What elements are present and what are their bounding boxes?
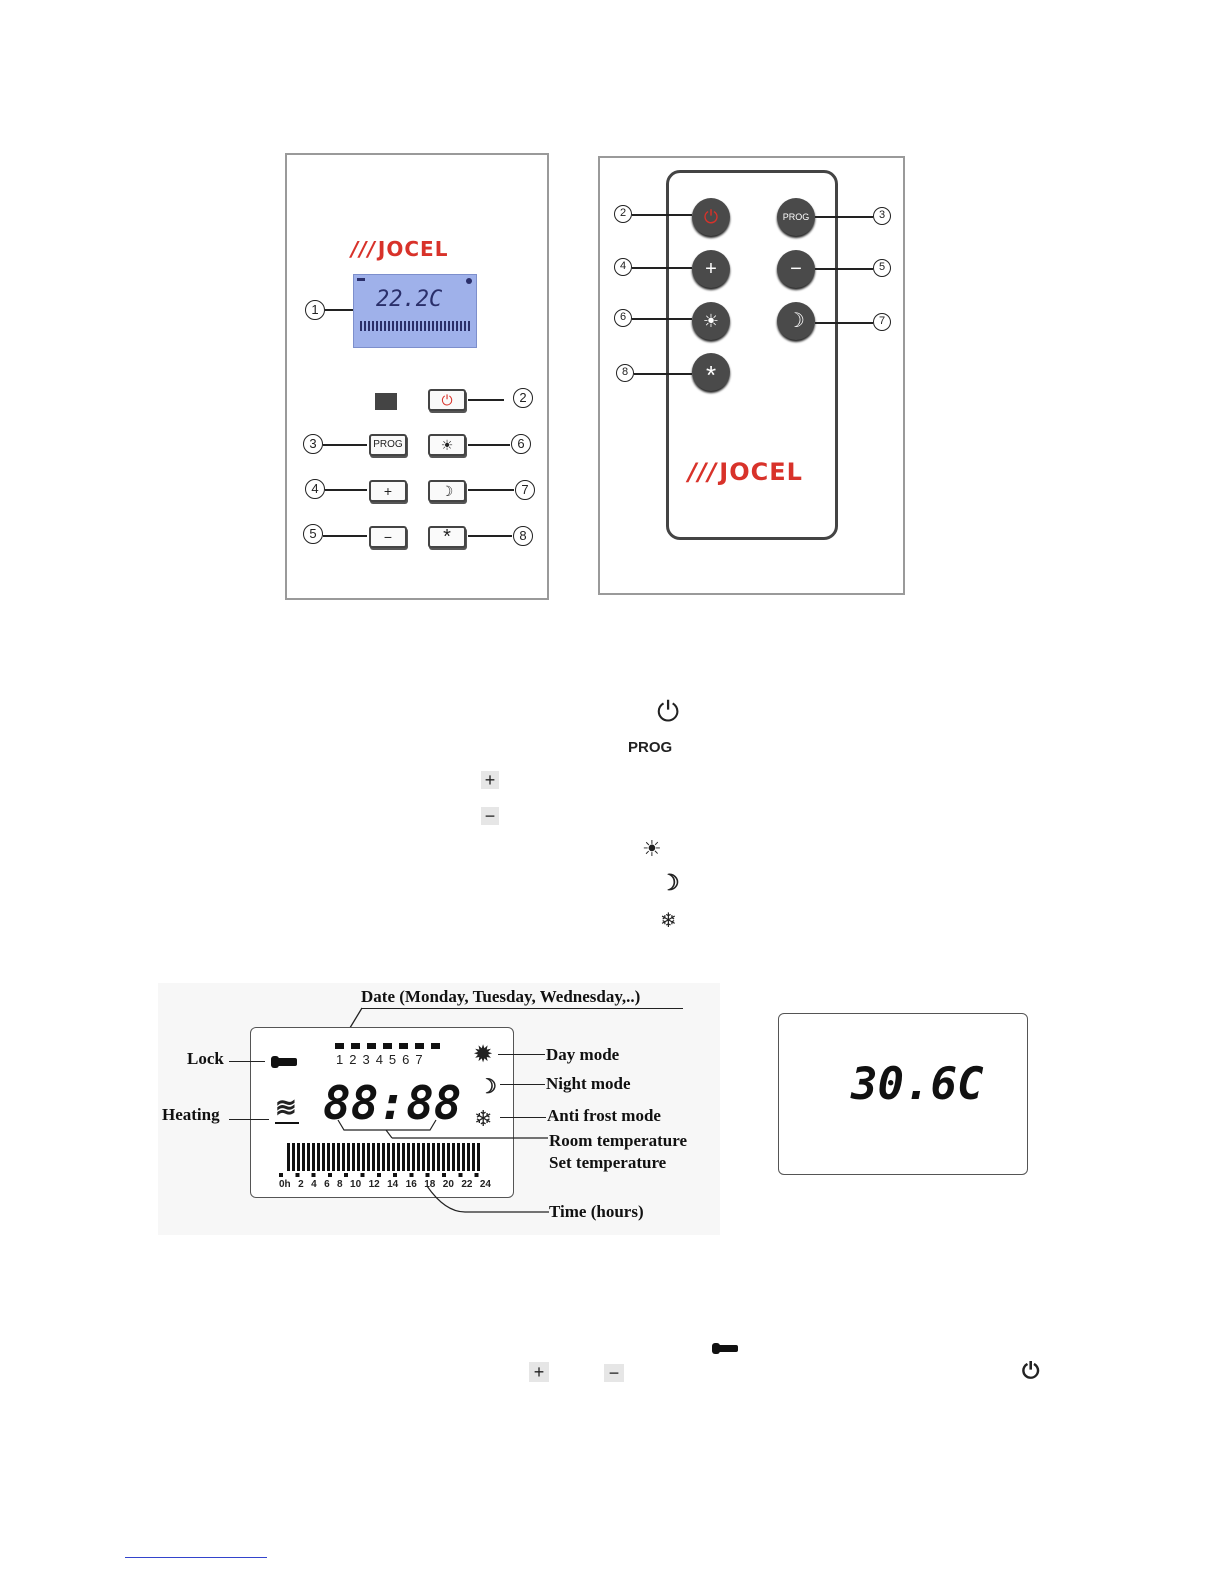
control-panel-figure bbox=[285, 153, 549, 600]
hour-label: 22 bbox=[461, 1179, 473, 1190]
power-icon: ⏻ bbox=[703, 207, 719, 227]
day-leader bbox=[498, 1054, 545, 1055]
remote-minus-button[interactable]: − bbox=[777, 250, 815, 288]
panel-brand-logo: /// JOCEL bbox=[351, 237, 449, 261]
remote-callout-2: 2 bbox=[614, 205, 632, 223]
panel-night-button[interactable] bbox=[428, 480, 466, 502]
bottom-power-icon: ⏻ bbox=[1022, 1358, 1040, 1383]
legend-moon-icon: ☽ bbox=[660, 870, 680, 895]
panel-prog-button[interactable]: PROG bbox=[369, 434, 407, 456]
remote-leader-5 bbox=[815, 268, 873, 270]
footer-link-underline[interactable] bbox=[125, 1557, 267, 1558]
hour-dots bbox=[279, 1173, 483, 1177]
remote-prog-button[interactable]: PROG bbox=[777, 198, 815, 236]
leader-7 bbox=[468, 489, 514, 491]
panel-plus-button[interactable]: + bbox=[369, 480, 407, 502]
hour-label: 24 bbox=[479, 1179, 491, 1190]
night-mode-icon: ☽ bbox=[479, 1076, 497, 1098]
label-heating: Heating bbox=[162, 1105, 220, 1124]
callout-6: 6 bbox=[511, 434, 531, 454]
panel-day-button[interactable] bbox=[428, 434, 466, 456]
remote-night-button[interactable] bbox=[777, 302, 815, 340]
remote-leader-2 bbox=[632, 214, 692, 216]
leader-6 bbox=[468, 444, 510, 446]
label-set-temperature: Set temperature bbox=[549, 1153, 667, 1172]
callout-7: 7 bbox=[515, 480, 535, 500]
hour-label: 16 bbox=[405, 1179, 417, 1190]
temperature-display bbox=[778, 1013, 1028, 1175]
label-lock: Lock bbox=[187, 1049, 224, 1068]
hour-label: 0h bbox=[279, 1179, 291, 1190]
hour-label: 2 bbox=[298, 1179, 304, 1190]
hour-label: 10 bbox=[350, 1179, 362, 1190]
heating-leader bbox=[229, 1119, 269, 1120]
callout-4: 4 bbox=[305, 479, 325, 499]
remote-frost-button[interactable] bbox=[692, 353, 730, 391]
remote-plus-button[interactable]: + bbox=[692, 250, 730, 288]
hour-label: 6 bbox=[324, 1179, 330, 1190]
bottom-minus-icon: − bbox=[604, 1364, 624, 1382]
remote-leader-4 bbox=[632, 267, 692, 269]
remote-callout-3: 3 bbox=[873, 207, 891, 225]
indicator-square bbox=[375, 393, 397, 410]
callout-1: 1 bbox=[305, 300, 325, 320]
temperature-display-value: 30.6C bbox=[851, 1059, 984, 1110]
remote-day-button[interactable] bbox=[692, 302, 730, 340]
remote-callout-4: 4 bbox=[614, 258, 632, 276]
hour-label: 18 bbox=[424, 1179, 436, 1190]
leader-2 bbox=[468, 399, 504, 401]
hour-bars bbox=[287, 1143, 481, 1171]
heating-icon-base bbox=[275, 1122, 299, 1124]
sun-icon: ☀ bbox=[702, 311, 720, 331]
label-day-mode: Day mode bbox=[546, 1045, 620, 1064]
legend-plus-icon: + bbox=[481, 771, 499, 789]
remote-callout-6: 6 bbox=[614, 309, 632, 327]
hour-label: 12 bbox=[368, 1179, 380, 1190]
day-markers bbox=[335, 1043, 445, 1049]
moon-icon: ☽ bbox=[440, 483, 454, 499]
panel-power-button[interactable] bbox=[428, 389, 466, 411]
remote-callout-5: 5 bbox=[873, 259, 891, 277]
label-night-mode: Night mode bbox=[546, 1074, 631, 1093]
hour-label: 14 bbox=[387, 1179, 399, 1190]
hour-label: 4 bbox=[311, 1179, 317, 1190]
leader-3 bbox=[323, 444, 367, 446]
date-underline bbox=[361, 1008, 683, 1009]
remote-figure bbox=[598, 156, 905, 595]
panel-minus-button[interactable]: − bbox=[369, 526, 407, 548]
time-leader bbox=[425, 1184, 551, 1218]
label-date: Date (Monday, Tuesday, Wednesday,..) bbox=[361, 987, 641, 1006]
leader-1 bbox=[325, 309, 353, 311]
bottom-plus-icon: + bbox=[529, 1362, 549, 1382]
remote-leader-8 bbox=[634, 373, 692, 375]
remote-power-button[interactable] bbox=[692, 198, 730, 236]
legend-frost-icon: ❄ bbox=[660, 910, 677, 932]
legend-minus-icon: − bbox=[481, 807, 499, 825]
heating-icon: ≋ bbox=[275, 1092, 297, 1122]
remote-leader-7 bbox=[815, 322, 873, 324]
day-mode-icon: ✹ bbox=[473, 1041, 494, 1068]
legend-power-icon: ⏻ bbox=[657, 696, 680, 727]
legend-sun-icon: ☀ bbox=[642, 836, 662, 861]
moon-icon: ☽ bbox=[787, 310, 805, 332]
remote-leader-6 bbox=[632, 318, 692, 320]
day-numbers: 1234567 bbox=[336, 1052, 429, 1067]
frost-icon: * bbox=[705, 360, 717, 390]
lcd-diagram-frame bbox=[250, 1027, 514, 1198]
callout-5: 5 bbox=[303, 524, 323, 544]
hour-label: 20 bbox=[442, 1179, 454, 1190]
lcd-digits: 88:88 bbox=[323, 1076, 462, 1130]
panel-lcd-screen bbox=[353, 274, 477, 348]
frost-icon: * bbox=[443, 526, 451, 548]
power-icon: ⏻ bbox=[441, 392, 453, 408]
lcd-dot bbox=[466, 278, 472, 284]
remote-callout-8: 8 bbox=[616, 364, 634, 382]
hour-label: 8 bbox=[337, 1179, 343, 1190]
leader-4 bbox=[325, 489, 367, 491]
legend-prog-label: PROG bbox=[628, 739, 673, 756]
label-room-temperature: Room temperature bbox=[549, 1131, 688, 1150]
lock-icon-tooth bbox=[271, 1056, 279, 1068]
lcd-hour-bars bbox=[360, 321, 472, 331]
callout-2: 2 bbox=[513, 388, 533, 408]
sun-icon: ☀ bbox=[440, 437, 454, 453]
label-time-hours: Time (hours) bbox=[549, 1202, 644, 1221]
lcd-temperature: 22.2C bbox=[376, 287, 443, 312]
leader-8 bbox=[468, 535, 512, 537]
temperature-bracket bbox=[330, 1118, 550, 1142]
callout-8: 8 bbox=[513, 526, 533, 546]
remote-brand-logo: ///JOCEL bbox=[688, 458, 803, 486]
leader-5 bbox=[323, 535, 367, 537]
anti-frost-icon: ❄ bbox=[474, 1106, 493, 1131]
night-leader bbox=[500, 1084, 545, 1085]
label-anti-frost: Anti frost mode bbox=[547, 1106, 661, 1125]
bottom-lock-icon-tooth bbox=[712, 1343, 720, 1354]
lock-leader bbox=[229, 1061, 265, 1062]
panel-frost-button[interactable] bbox=[428, 526, 466, 548]
remote-callout-7: 7 bbox=[873, 313, 891, 331]
callout-3: 3 bbox=[303, 434, 323, 454]
remote-leader-3 bbox=[815, 216, 873, 218]
lcd-lock-icon bbox=[357, 278, 365, 281]
